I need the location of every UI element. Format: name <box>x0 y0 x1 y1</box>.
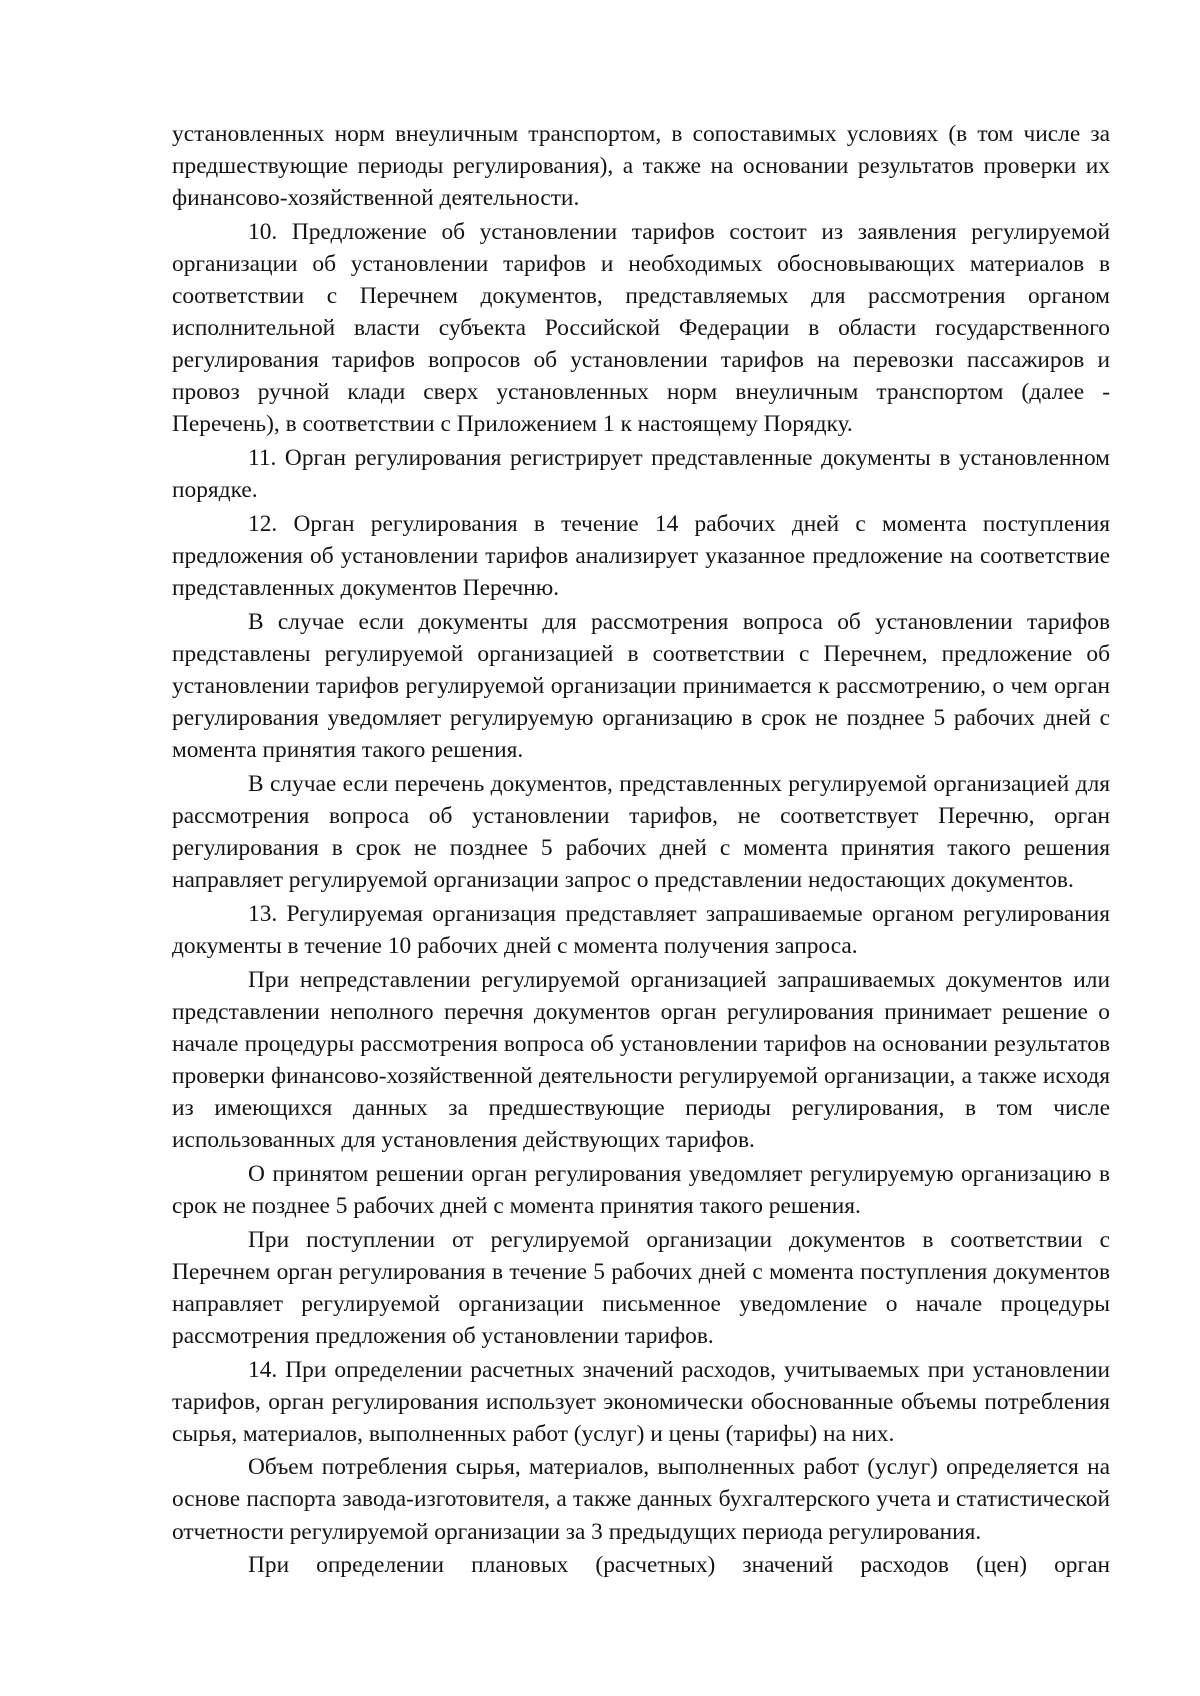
paragraph-13-nonsubmission: При непредставлении регулируемой организацией запрашиваемых документов или представлении неполного перечня документов орган регулирования принимает решение о начале процедуры рассмотрения вопроса об установлении тарифов на основании результатов проверки финансово-хозяйственной деятельности регулируемой организации, а также исходя из имеющихся данных за предшествующие периоды регулирования, в том числе использованных для установления действующих тарифов. <box>172 966 1110 1154</box>
paragraph-continuation: установленных норм внеуличным транспортом, в сопоставимых условиях (в том числе за предшествующие периоды регулирования), а также на основании результатов проверки их финансово-хозяйственной деятельности. <box>172 121 1110 212</box>
paragraph-14-planned: При определении плановых (расчетных) значений расходов (цен) орган <box>248 1552 1110 1579</box>
paragraph-11: 11. Орган регулирования регистрирует представленные документы в установленном порядке. <box>172 445 1110 504</box>
paragraph-13-notification: О принятом решении орган регулирования уведомляет регулируемую организацию в срок не позднее 5 рабочих дней с момента принятия такого решения. <box>172 1160 1110 1219</box>
paragraph-12-case-complete: В случае если документы для рассмотрения вопроса об установлении тарифов представлены регулируемой организацией в соответствии с Перечнем, предложение об установлении тарифов регулируемой организации принимается к рассмотрению, о чем орган регулирования уведомляет регулируемую организацию в срок не позднее 5 рабочих дней с момента принятия такого решения. <box>172 608 1110 764</box>
paragraph-14-volume: Объем потребления сырья, материалов, выполненных работ (услуг) определяется на основе паспорта завода-изготовителя, а также данных бухгалтерского учета и статистической отчетности регулируемой организации за 3 предыдущих периода регулирования. <box>172 1454 1110 1545</box>
paragraph-12: 12. Орган регулирования в течение 14 рабочих дней с момента поступления предложения об установлении тарифов анализирует указанное предложение на соответствие представленных документов Перечню. <box>172 510 1110 602</box>
paragraph-13-receipt: При поступлении от регулируемой организации документов в соответствии с Перечнем орган регулирования в течение 5 рабочих дней с момента поступления документов направляет регулируемой организации письменное уведомление о начале процедуры рассмотрения предложения об установлении тарифов. <box>172 1226 1110 1349</box>
document-body <box>172 118 1110 1581</box>
paragraph-14: 14. При определении расчетных значений расходов, учитываемых при установлении тарифов, орган регулирования использует экономически обоснованные объемы потребления сырья, материалов, выполненных работ (услуг) и цены (тарифы) на них. <box>172 1356 1110 1447</box>
paragraph-13: 13. Регулируемая организация представляет запрашиваемые органом регулирования документы в течение 10 рабочих дней с момента получения запроса. <box>172 900 1110 959</box>
paragraph-10: 10. Предложение об установлении тарифов состоит из заявления регулируемой организации об установлении тарифов и необходимых обосновывающих материалов в соответствии с Перечнем документов, представляемых для рассмотрения органом исполнительной власти субъекта Российской Федерации в области государственного регулирования тарифов вопросов об установлении тарифов на перевозки пассажиров и провоз ручной клади сверх установленных норм внеуличным транспортом (далее - Перечень), в соответствии с Приложением 1 к настоящему Порядку. <box>172 218 1110 438</box>
paragraph-12-case-incomplete: В случае если перечень документов, представленных регулируемой организацией для рассмотрения вопроса об установлении тарифов, не соответствует Перечню, орган регулирования в срок не позднее 5 рабочих дней с момента принятия такого решения направляет регулируемой организации запрос о представлении недостающих документов. <box>172 770 1110 894</box>
